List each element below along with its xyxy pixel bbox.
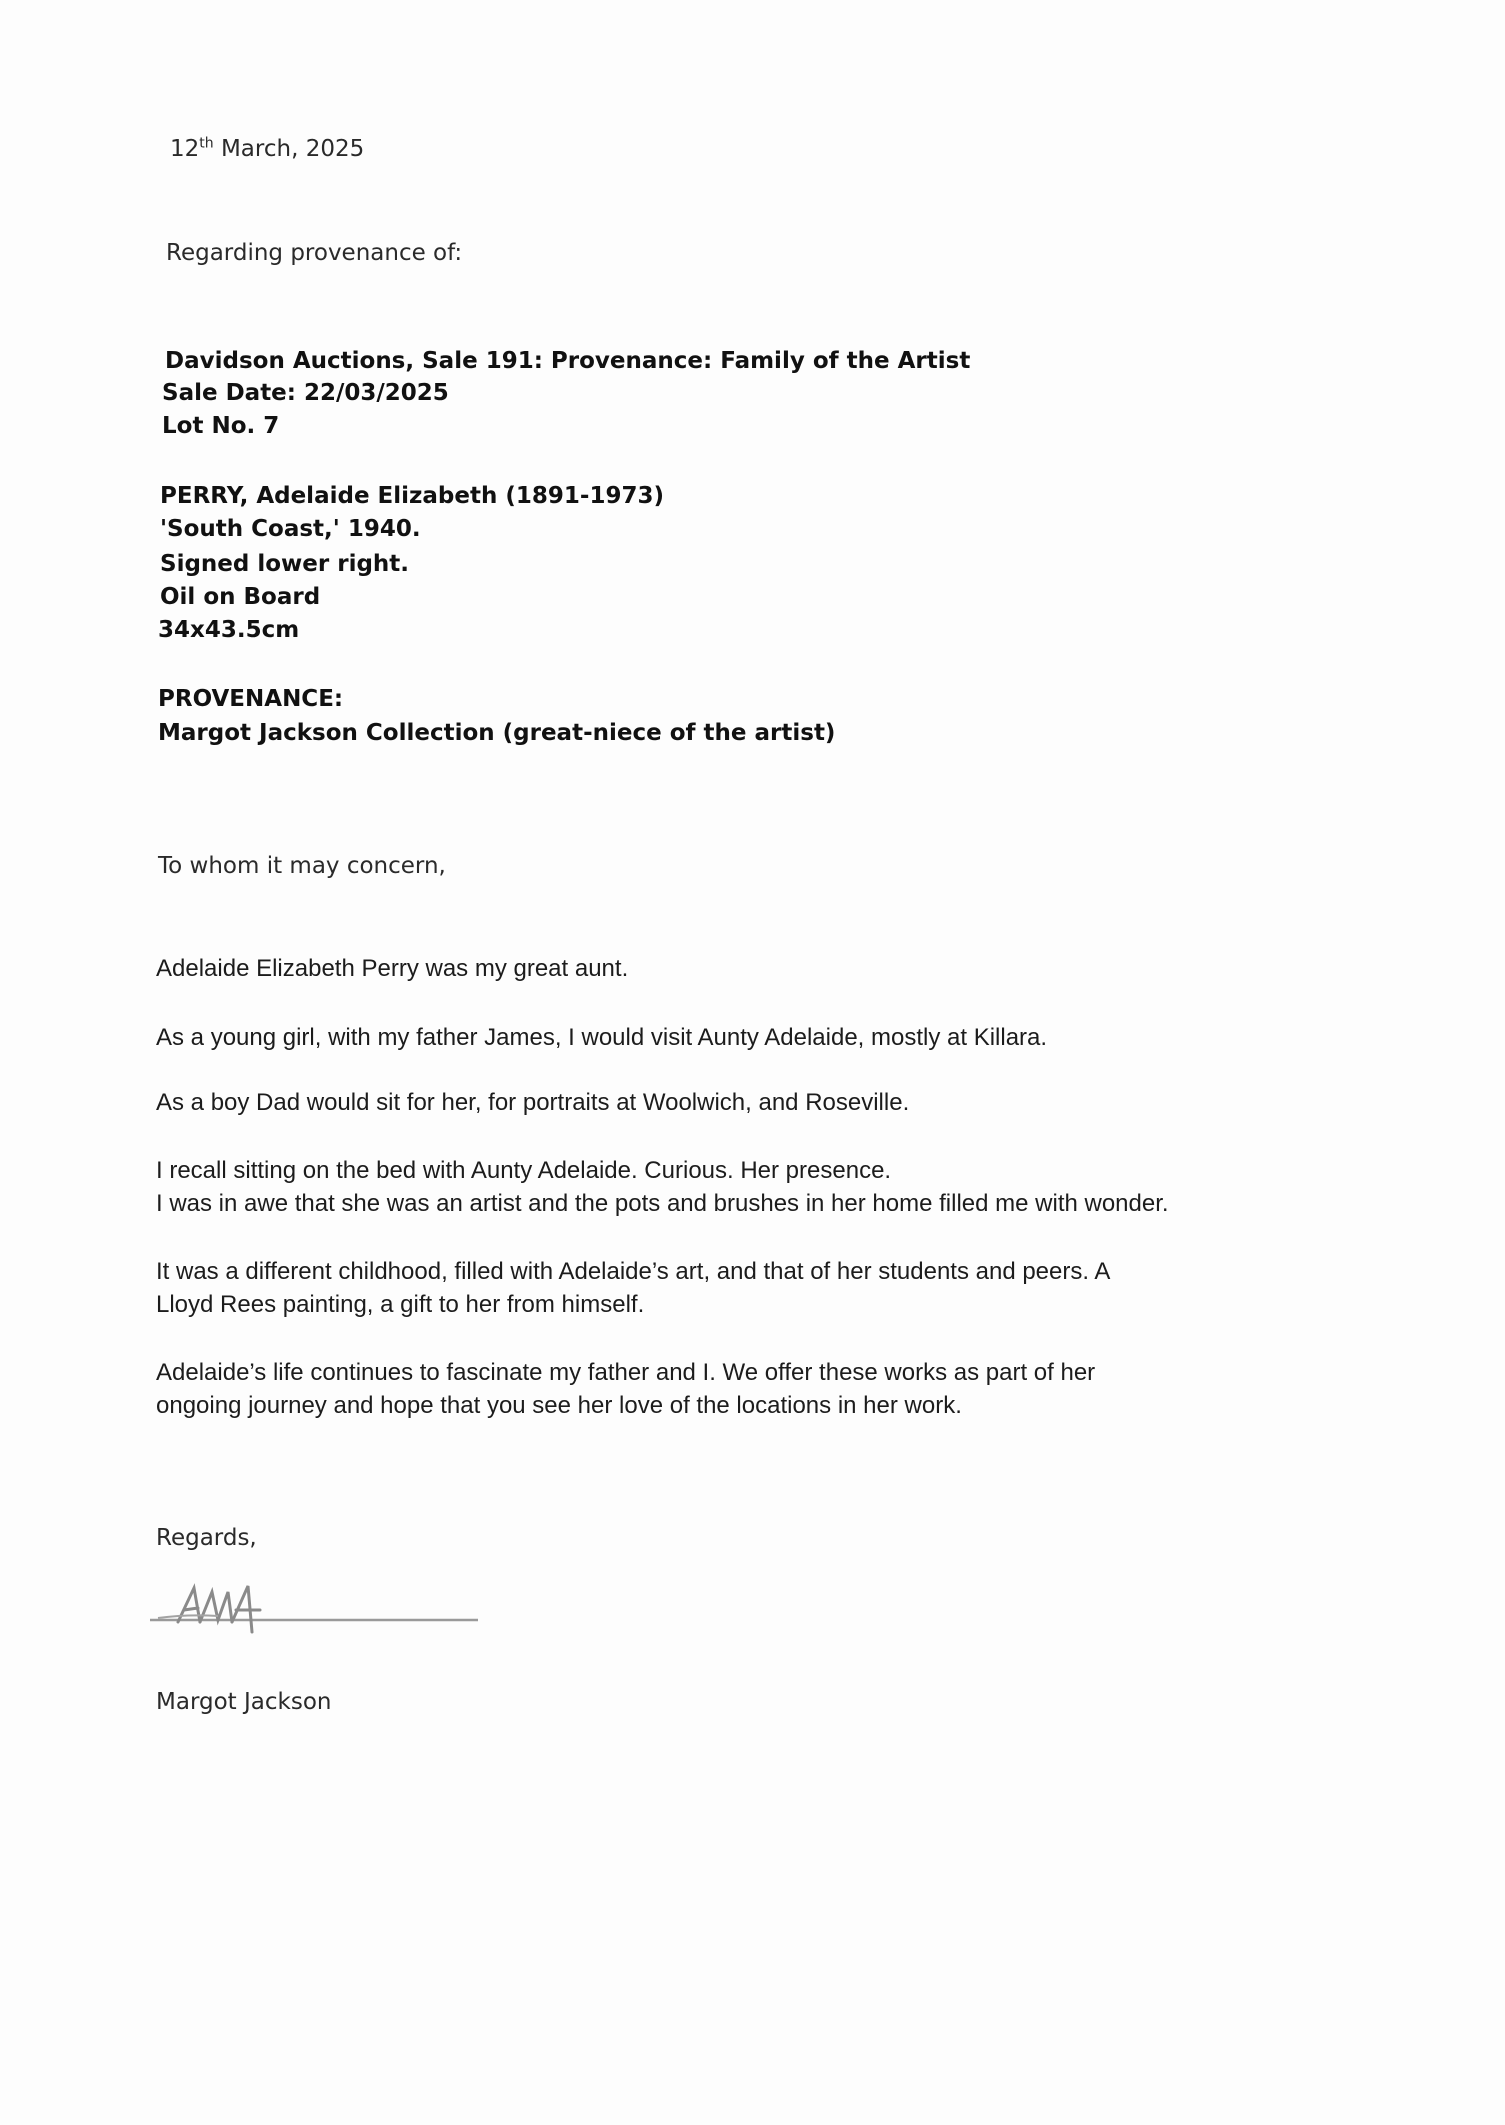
provenance-heading: PROVENANCE:	[158, 686, 344, 712]
paragraph-3: As a boy Dad would sit for her, for portraits at Woolwich, and Roseville.	[156, 1089, 910, 1116]
paragraph-4-line-2: I was in awe that she was an artist and the pots and brushes in her home filled me with wonder.	[156, 1190, 1169, 1217]
paragraph-6-line-2: ongoing journey and hope that you see her love of the locations in her work.	[156, 1392, 962, 1419]
paragraph-6-line-1: Adelaide’s life continues to fascinate my father and I. We offer these works as part of her	[156, 1359, 1096, 1386]
paragraph-4-line-1: I recall sitting on the bed with Aunty Adelaide. Curious. Her presence.	[156, 1157, 892, 1184]
closing-regards: Regards,	[156, 1525, 257, 1551]
date-day: 12	[170, 136, 200, 162]
signatory-name: Margot Jackson	[156, 1689, 332, 1715]
salutation: To whom it may concern,	[158, 853, 446, 879]
provenance-value: Margot Jackson Collection (great-niece of the artist)	[158, 720, 836, 746]
paragraph-1: Adelaide Elizabeth Perry was my great aunt.	[156, 955, 629, 982]
regarding-line: Regarding provenance of:	[166, 240, 463, 266]
auction-sale-line: Davidson Auctions, Sale 191: Provenance: Family of the Artist	[165, 348, 971, 374]
artwork-size: 34x43.5cm	[158, 617, 300, 643]
date-suffix: th	[199, 135, 214, 152]
artwork-signed: Signed lower right.	[160, 551, 410, 577]
paragraph-5-line-1: It was a different childhood, filled with Adelaide’s art, and that of her students and peers. A	[156, 1258, 1111, 1285]
paragraph-2: As a young girl, with my father James, I would visit Aunty Adelaide, mostly at Killara.	[156, 1024, 1048, 1051]
artwork-medium: Oil on Board	[160, 584, 321, 610]
auction-sale-date: Sale Date: 22/03/2025	[162, 380, 449, 406]
paragraph-5-line-2: Lloyd Rees painting, a gift to her from himself.	[156, 1291, 645, 1318]
artwork-artist: PERRY, Adelaide Elizabeth (1891-1973)	[160, 483, 664, 509]
letter-date	[170, 136, 364, 162]
handwritten-signature	[148, 1570, 488, 1640]
artwork-title: 'South Coast,' 1940.	[160, 516, 421, 542]
auction-lot-number: Lot No. 7	[162, 413, 280, 439]
date-month-year: March, 2025	[213, 136, 365, 162]
